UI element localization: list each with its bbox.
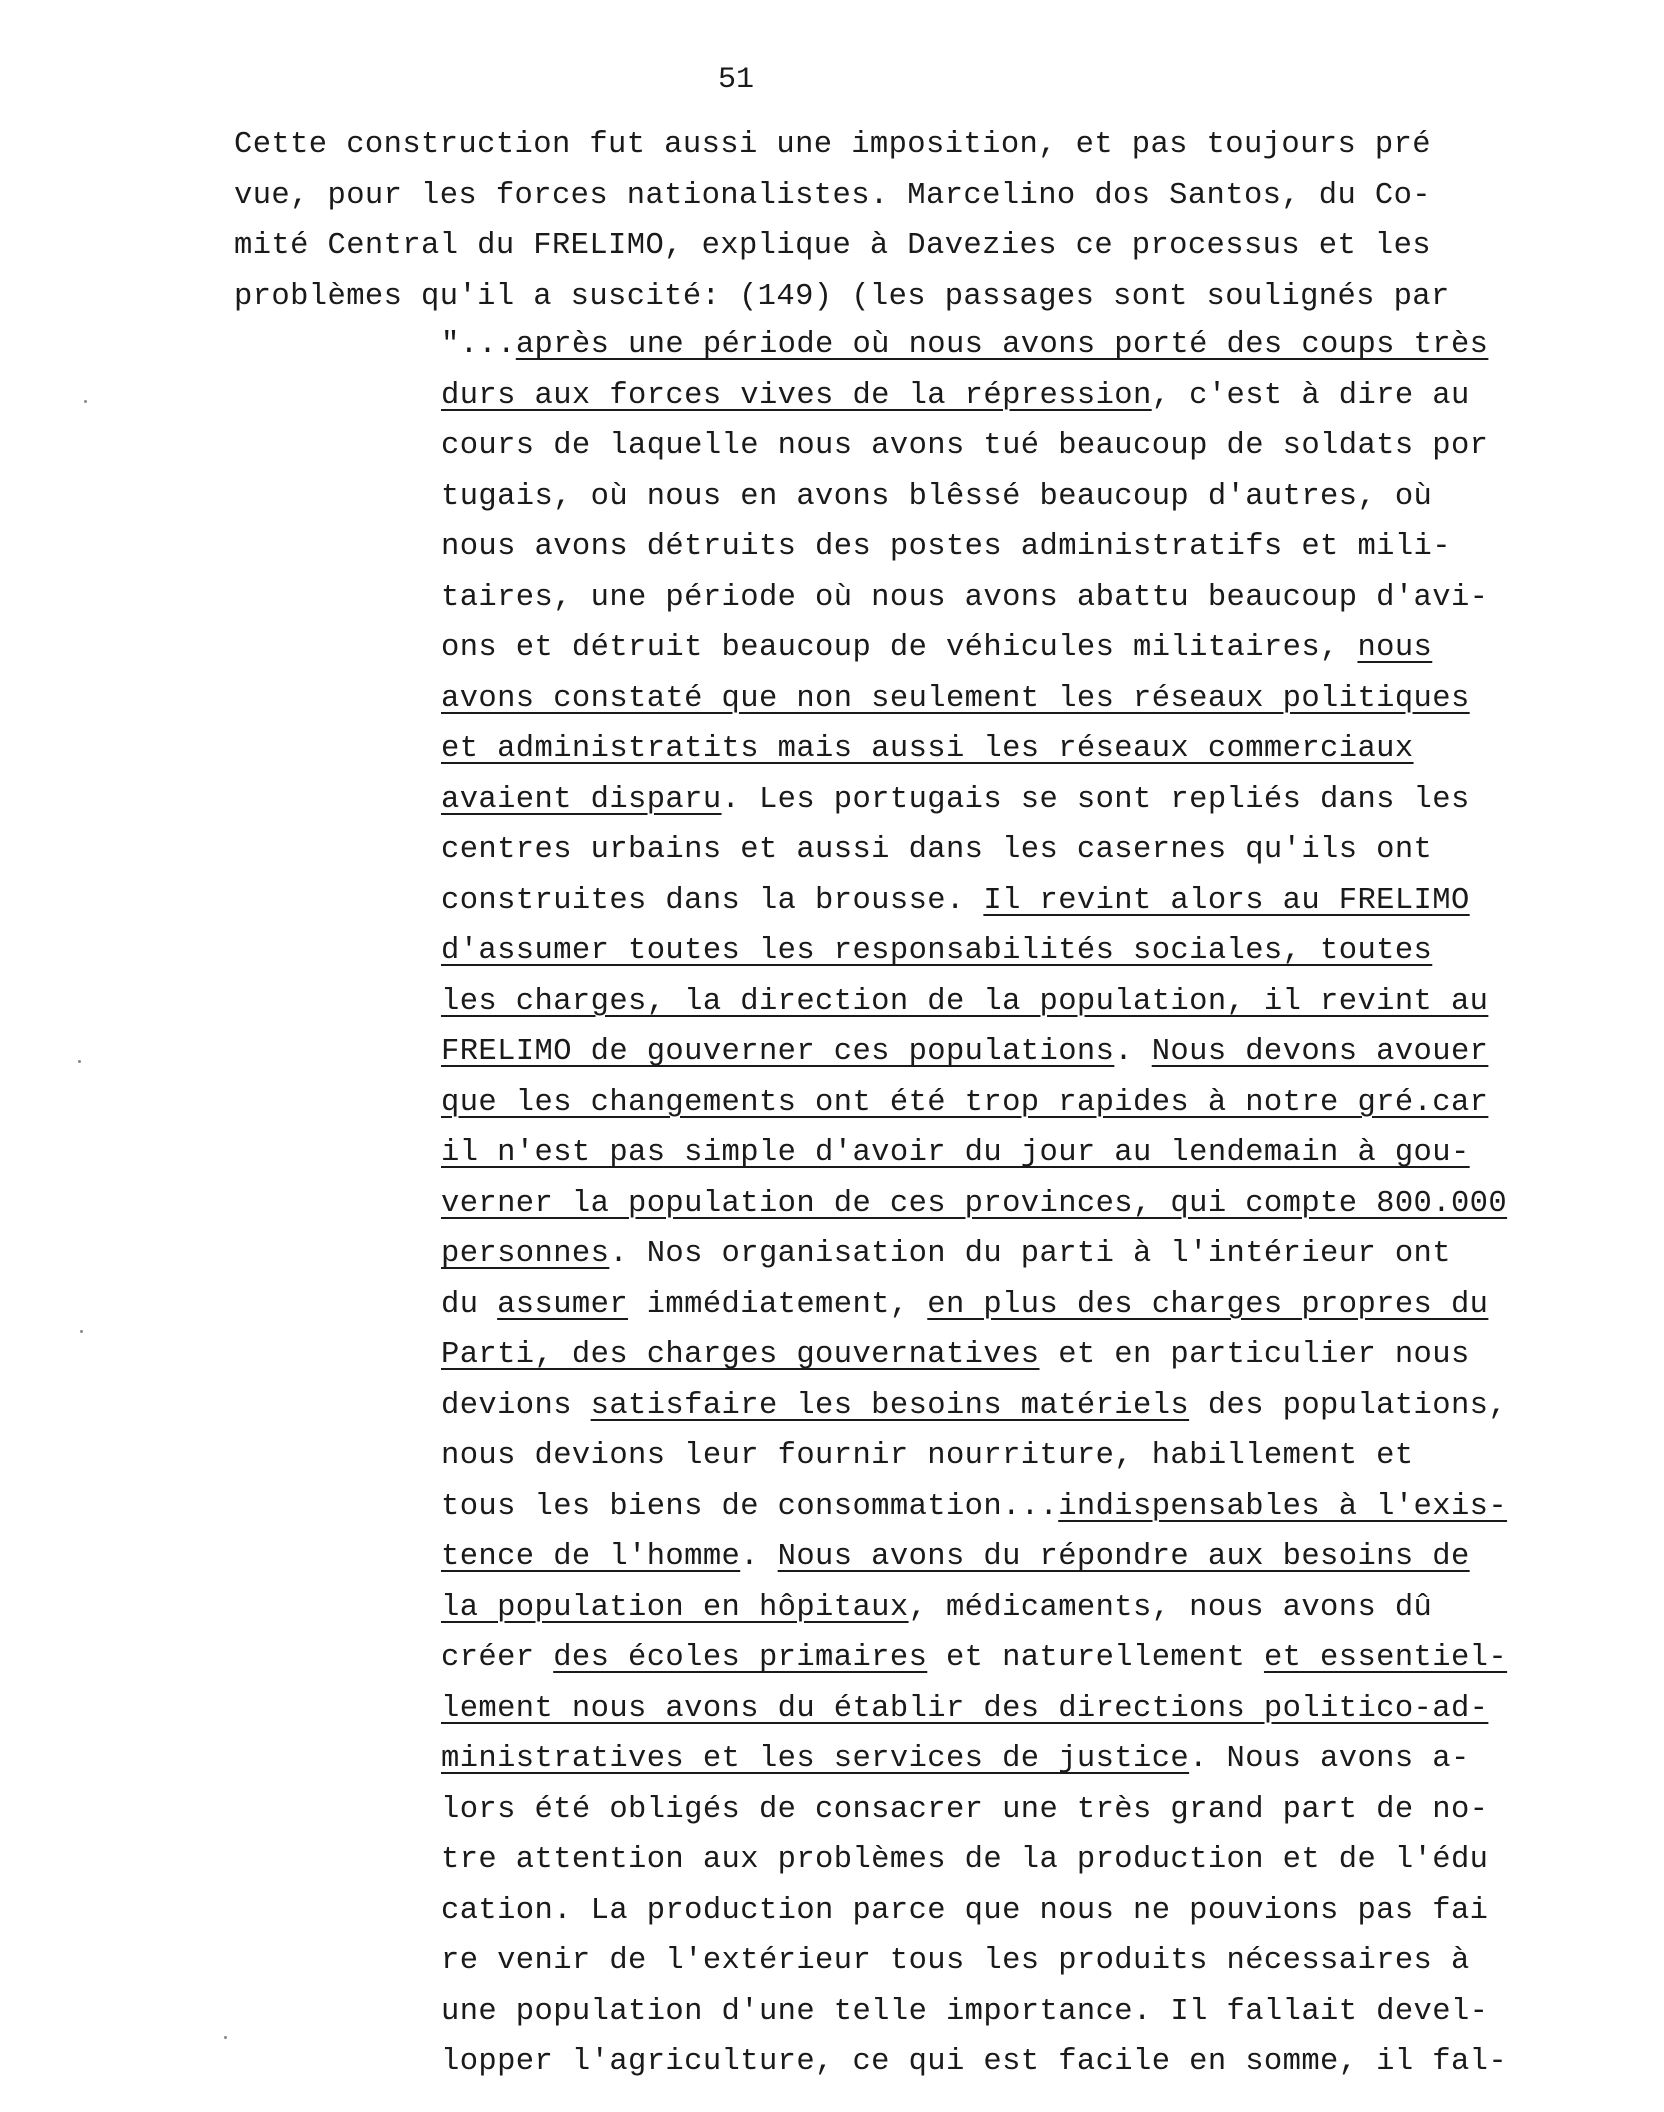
quote-line — [441, 825, 1507, 876]
underlined-text: que les changements ont été trop rapides à notre gré.car — [441, 1085, 1489, 1120]
text-run: "... — [441, 328, 516, 362]
quote-line — [441, 977, 1507, 1028]
underlined-text: personnes — [441, 1237, 610, 1271]
underlined-text: et administratits mais aussi les réseaux commerciaux — [441, 732, 1414, 766]
underlined-text: d'assumer toutes les responsabilités sociales, toutes — [441, 934, 1433, 968]
text-run: lors été obligés de consacrer une très grand part de no- — [441, 1792, 1489, 1827]
underlined-text: Nous devons avouer — [1151, 1035, 1489, 1069]
text-run: problèmes qu'il a suscité: (149) (les passages sont soulignés par — [234, 279, 1450, 314]
quote-line — [441, 1431, 1507, 1482]
intro-line — [234, 171, 1450, 222]
text-run: et en particulier nous — [1039, 1338, 1470, 1372]
text-run: et naturellement — [927, 1641, 1264, 1675]
quote-line — [441, 1482, 1507, 1533]
underlined-text: avons constaté que non seulement les réseaux politiques — [441, 681, 1470, 716]
text-run: une population d'une telle importance. Il fallait devel- — [441, 1994, 1489, 2029]
text-run: tous les biens de consommation... — [441, 1489, 1059, 1524]
quote-line — [441, 320, 1507, 371]
underlined-text: assumer — [497, 1287, 629, 1322]
quote-line — [441, 1785, 1507, 1836]
underlined-text: FRELIMO de gouverner ces populations — [441, 1035, 1115, 1069]
quote-line — [441, 522, 1507, 573]
quote-line — [441, 1734, 1507, 1785]
underlined-text: verner la population de ces provinces, qui compte 800.000 — [441, 1186, 1508, 1221]
quote-line — [441, 1583, 1507, 1634]
underlined-text: et essentiel- — [1263, 1641, 1508, 1675]
quote-line — [441, 674, 1507, 725]
underlined-text: satisfaire les besoins matériels — [590, 1388, 1190, 1423]
text-run: mité Central du FRELIMO, explique à Davezies ce processus et les — [234, 229, 1431, 263]
page-number: 51 — [718, 63, 755, 97]
quote-line — [441, 472, 1507, 523]
quote-line — [441, 1684, 1507, 1735]
quote-line — [441, 1633, 1507, 1684]
intro-line — [234, 221, 1450, 272]
intro-line — [234, 120, 1450, 171]
text-run: . Nos organisation du parti à l'intérieur ont — [609, 1237, 1451, 1271]
text-run: . — [1114, 1035, 1152, 1069]
text-run: re venir de l'extérieur tous les produits nécessaires à — [441, 1944, 1470, 1978]
text-run: tugais, où nous en avons blêssé beaucoup d'autres, où — [441, 479, 1433, 514]
quote-line — [441, 421, 1507, 472]
underlined-text: nous — [1357, 631, 1433, 665]
quote-line — [441, 1987, 1507, 2038]
quote-line — [441, 2037, 1507, 2088]
quote-line — [441, 623, 1507, 674]
text-run: devions — [441, 1388, 591, 1423]
quote-line — [441, 724, 1507, 775]
quote-line — [441, 926, 1507, 977]
text-run: cours de laquelle nous avons tué beaucoup de soldats por — [441, 429, 1489, 463]
text-run: , c'est à dire au — [1151, 378, 1470, 413]
quote-line — [441, 775, 1507, 826]
scan-speck — [78, 1060, 81, 1063]
quote-line — [441, 1179, 1507, 1230]
text-run: du — [441, 1287, 498, 1322]
text-run: lopper l'agriculture, ce qui est facile en somme, il fal- — [441, 2045, 1508, 2079]
underlined-text: Parti, des charges gouvernatives — [441, 1338, 1040, 1372]
underlined-text: il n'est pas simple d'avoir du jour au lendemain à gou- — [441, 1136, 1470, 1170]
underlined-text: en plus des charges propres du — [927, 1287, 1489, 1322]
underlined-text: Il revint alors au FRELIMO — [983, 883, 1470, 918]
text-run: , médicaments, nous avons dû — [908, 1590, 1433, 1625]
underlined-text: les charges, la direction de la population, il revint au — [441, 984, 1489, 1019]
underlined-text: des écoles primaires — [553, 1641, 928, 1675]
quote-line — [441, 1886, 1507, 1937]
scan-speck — [224, 2036, 227, 2039]
quote-line — [441, 1128, 1507, 1179]
quote-line — [441, 1330, 1507, 1381]
intro-line — [234, 272, 1450, 323]
text-run: tre attention aux problèmes de la production et de l'édu — [441, 1843, 1489, 1877]
quote-line — [441, 876, 1507, 927]
underlined-text: indispensables à l'exis- — [1058, 1489, 1508, 1524]
quote-line — [441, 1078, 1507, 1129]
text-run: . Nous avons a- — [1189, 1742, 1470, 1776]
underlined-text: avaient disparu — [441, 782, 722, 817]
quote-line — [441, 371, 1507, 422]
text-run: . Les portugais se sont repliés dans les — [721, 782, 1470, 817]
text-run: Cette construction fut aussi une imposition, et pas toujours pré — [234, 128, 1431, 162]
text-run: construites dans la brousse. — [441, 883, 984, 918]
text-run: ons et détruit beaucoup de véhicules militaires, — [441, 631, 1358, 665]
underlined-text: la population en hôpitaux — [441, 1590, 909, 1625]
text-run: taires, une période où nous avons abattu beaucoup d'avi- — [441, 580, 1489, 615]
quote-line — [441, 1280, 1507, 1331]
underlined-text: tence de l'homme — [441, 1540, 741, 1574]
block-quote — [441, 320, 1507, 2088]
underlined-text: ministratives et les services de justice — [441, 1742, 1190, 1776]
scan-speck — [84, 400, 87, 403]
text-run: créer — [441, 1641, 554, 1675]
quote-line — [441, 1381, 1507, 1432]
text-run: nous avons détruits des postes administratifs et mili- — [441, 530, 1451, 564]
quote-line — [441, 1229, 1507, 1280]
underlined-text: lement nous avons du établir des directions politico-ad- — [441, 1691, 1489, 1726]
text-run: . — [740, 1540, 778, 1574]
quote-line — [441, 573, 1507, 624]
quote-line — [441, 1027, 1507, 1078]
intro-paragraph — [234, 120, 1450, 322]
text-run: vue, pour les forces nationalistes. Marcelino dos Santos, du Co- — [234, 178, 1431, 213]
text-run: cation. La production parce que nous ne pouvions pas fai — [441, 1893, 1489, 1928]
quote-line — [441, 1532, 1507, 1583]
underlined-text: Nous avons du répondre aux besoins de — [777, 1540, 1470, 1574]
text-run: immédiatement, — [628, 1287, 928, 1322]
underlined-text: durs aux forces vives de la répression — [441, 378, 1152, 413]
text-run: nous devions leur fournir nourriture, habillement et — [441, 1439, 1414, 1473]
text-run: des populations, — [1189, 1388, 1508, 1423]
quote-line — [441, 1936, 1507, 1987]
quote-line — [441, 1835, 1507, 1886]
scan-speck — [80, 1330, 83, 1333]
underlined-text: après une période où nous avons porté des coups très — [515, 328, 1489, 362]
text-run: centres urbains et aussi dans les casernes qu'ils ont — [441, 833, 1433, 867]
